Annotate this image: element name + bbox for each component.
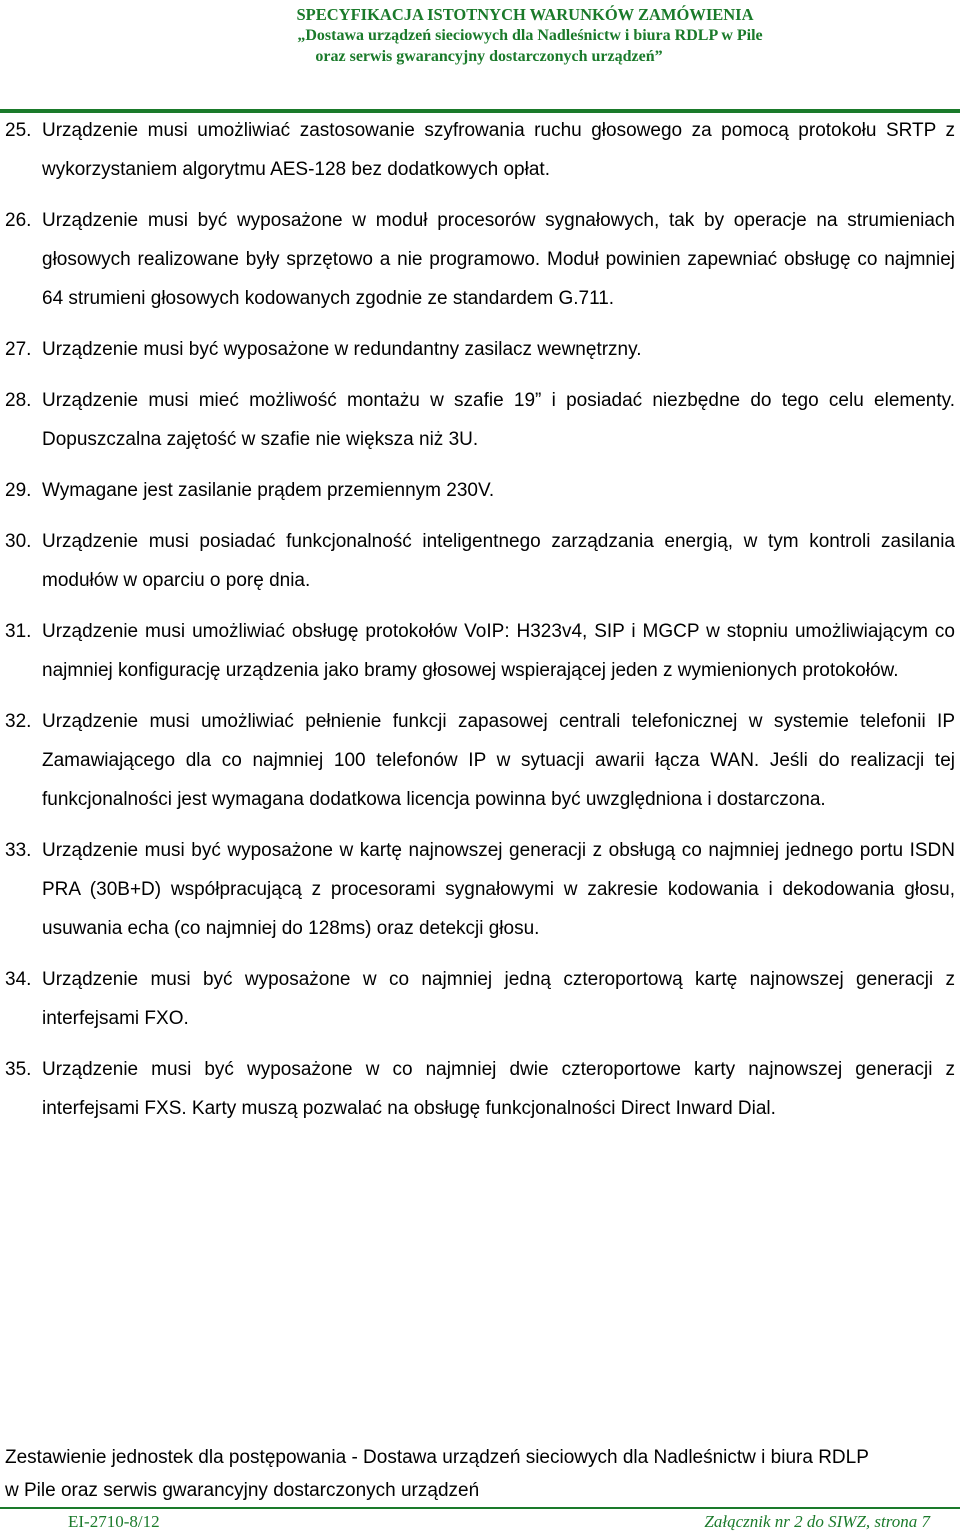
page-header bbox=[0, 0, 960, 67]
item-number: 29. bbox=[5, 480, 32, 501]
item-number: 34. bbox=[5, 969, 32, 990]
list-item bbox=[0, 612, 960, 690]
item-text: Urządzenie musi być wyposażone w moduł procesorów sygnałowych, tak by operacje na strumieniach głosowych realizowane były sprzętowo a nie programowo. Moduł powinien zapewniać obsługę co najmniej 64 strumieni głosowych kodowanych zgodnie ze standardem G.711. bbox=[42, 210, 955, 309]
footer-divider bbox=[0, 1507, 960, 1509]
list-item bbox=[0, 960, 960, 1038]
item-number: 25. bbox=[5, 120, 32, 141]
item-number: 32. bbox=[5, 711, 32, 732]
item-number: 31. bbox=[5, 621, 32, 642]
item-text: Urządzenie musi posiadać funkcjonalność inteligentnego zarządzania energią, w tym kontroli zasilania modułów w oparciu o porę dnia. bbox=[42, 531, 955, 591]
item-text: Urządzenie musi umożliwiać pełnienie funkcji zapasowej centrali telefonicznej w systemie telefonii IP Zamawiającego dla co najmniej 100 telefonów IP w sytuacji awarii łącza WAN. Jeśli do realizacji tej funkcjonalności jest wymagana dodatkowa licencja powinna być uwzględniona i dostarczona. bbox=[42, 711, 955, 810]
item-text: Wymagane jest zasilanie prądem przemiennym 230V. bbox=[42, 480, 495, 501]
item-number: 26. bbox=[5, 210, 32, 231]
list-item bbox=[0, 471, 960, 510]
list-item bbox=[0, 111, 960, 189]
requirements-list bbox=[0, 111, 960, 1140]
item-number: 28. bbox=[5, 390, 32, 411]
list-item bbox=[0, 330, 960, 369]
item-text: Urządzenie musi mieć możliwość montażu w szafie 19” i posiadać niezbędne do tego celu elementy. Dopuszczalna zajętość w szafie nie większa niż 3U. bbox=[42, 390, 955, 450]
header-subtitle-continued: oraz serwis gwarancyjny dostarczonych urządzeń” bbox=[315, 48, 663, 65]
list-item bbox=[0, 702, 960, 819]
item-text: Urządzenie musi być wyposażone w redundantny zasilacz wewnętrzny. bbox=[42, 339, 642, 360]
list-item bbox=[0, 1050, 960, 1128]
item-text: Urządzenie musi być wyposażone w co najmniej jedną czteroportową kartę najnowszej generacji z interfejsami FXO. bbox=[42, 969, 955, 1029]
header-subtitle: „Dostawa urządzeń sieciowych dla Nadleśnictw i biura RDLP w Pile bbox=[297, 27, 763, 44]
list-item bbox=[0, 201, 960, 318]
item-number: 27. bbox=[5, 339, 32, 360]
item-text: Urządzenie musi umożliwiać obsługę protokołów VoIP: H323v4, SIP i MGCP w stopniu umożliwiającym co najmniej konfigurację urządzenia jako bramy głosowej wspierającej jeden z wymienionych protokołów. bbox=[42, 621, 955, 681]
item-number: 33. bbox=[5, 840, 32, 861]
document-reference: EI-2710-8/12 bbox=[68, 1512, 160, 1531]
item-text: Urządzenie musi być wyposażone w kartę najnowszej generacji z obsługą co najmniej jednego portu ISDN PRA (30B+D) współpracującą z procesorami sygnałowymi w zakresie kodowania i dekodowania głosu, usuwania echa (co najmniej do 128ms) oraz detekcji głosu. bbox=[42, 840, 955, 939]
footer-meta bbox=[0, 1512, 960, 1536]
header-title: SPECYFIKACJA ISTOTNYCH WARUNKÓW ZAMÓWIENIA bbox=[296, 5, 754, 24]
list-item bbox=[0, 831, 960, 948]
list-item bbox=[0, 522, 960, 600]
item-text: Urządzenie musi umożliwiać zastosowanie szyfrowania ruchu głosowego za pomocą protokołu SRTP z wykorzystaniem algorytmu AES-128 bez dodatkowych opłat. bbox=[42, 120, 955, 180]
item-text: Urządzenie musi być wyposażone w co najmniej dwie czteroportowe karty najnowszej generacji z interfejsami FXS. Karty muszą pozwalać na obsługę funkcjonalności Direct Inward Dial. bbox=[42, 1059, 955, 1119]
item-number: 35. bbox=[5, 1059, 32, 1080]
item-number: 30. bbox=[5, 531, 32, 552]
page-footer bbox=[0, 1441, 960, 1507]
footer-title-continued: w Pile oraz serwis gwarancyjny dostarczonych urządzeń bbox=[5, 1480, 480, 1501]
list-item bbox=[0, 381, 960, 459]
page-number: Załącznik nr 2 do SIWZ, strona 7 bbox=[704, 1512, 930, 1531]
footer-title: Zestawienie jednostek dla postępowania - Dostawa urządzeń sieciowych dla Nadleśnictw i biura RDLP bbox=[5, 1447, 869, 1468]
